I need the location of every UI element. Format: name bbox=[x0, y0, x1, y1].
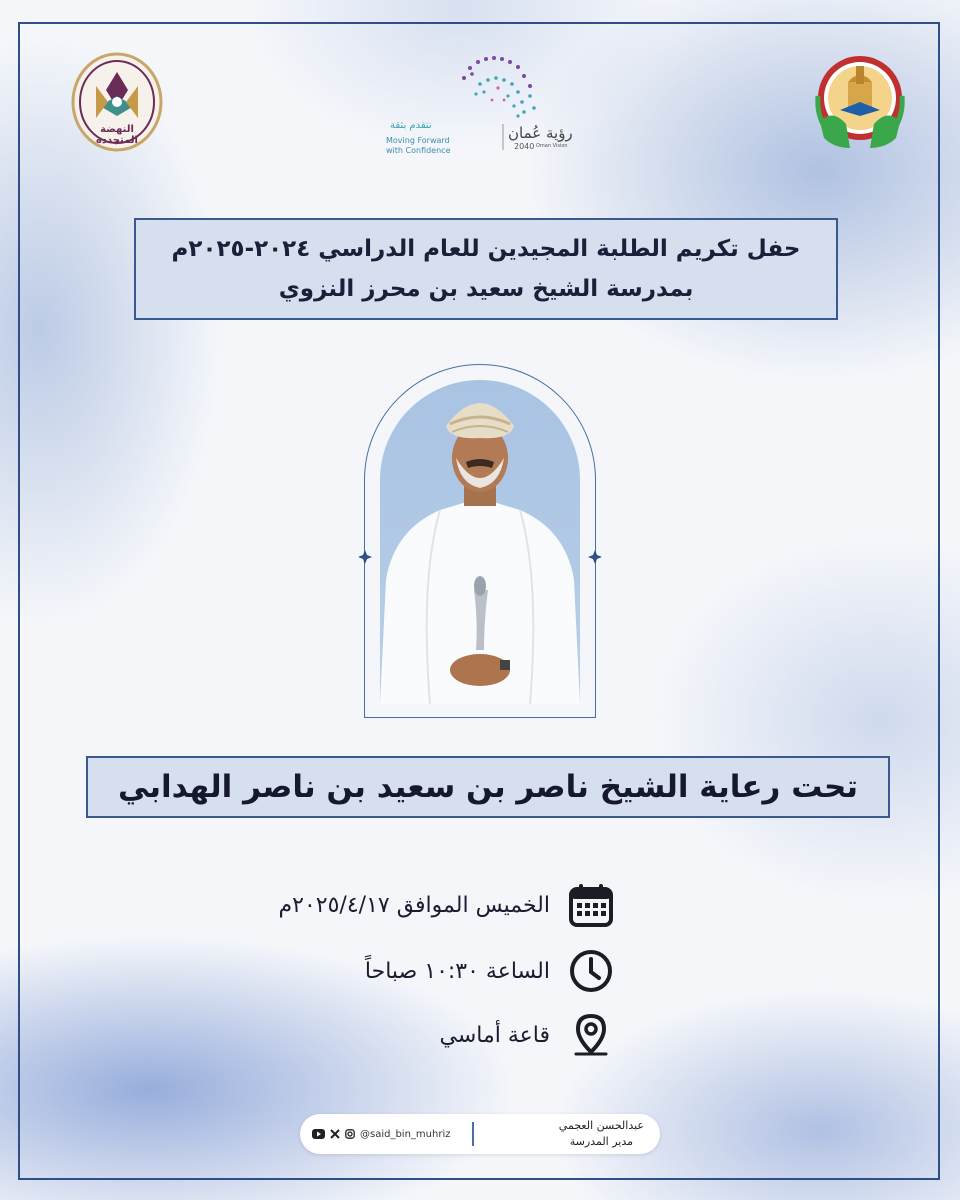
patron-portrait-icon bbox=[380, 380, 580, 704]
patron-text: تحت رعاية الشيخ ناصر بن سعيد بن ناصر الهدابي bbox=[118, 769, 858, 805]
principal-name: عبدالحسن العجمي bbox=[558, 1119, 644, 1132]
location-text: قاعة أماسي bbox=[439, 1022, 550, 1048]
clock-icon bbox=[568, 948, 614, 994]
date-text: الخميس الموافق ٢٠٢٥/٤/١٧م bbox=[278, 892, 550, 918]
principal-signature bbox=[559, 1118, 644, 1150]
oman-vision-logo bbox=[380, 50, 600, 160]
footer-pill bbox=[300, 1114, 660, 1154]
school-logo bbox=[810, 52, 910, 164]
patron-box bbox=[86, 756, 890, 818]
principal-title: مدير المدرسة bbox=[569, 1135, 634, 1148]
x-icon[interactable] bbox=[330, 1129, 340, 1139]
vision-motto-en-1: Moving Forward bbox=[386, 136, 450, 145]
vision-year: 2040 bbox=[514, 142, 535, 151]
vision-motto-ar: نتقدم بثقة bbox=[390, 120, 432, 131]
event-title-line-2: بمدرسة الشيخ سعيد بن محرز النزوي bbox=[278, 276, 694, 302]
school-emblem-icon bbox=[810, 52, 910, 164]
renaissance-logo bbox=[68, 52, 166, 156]
vision-sub: Oman Vision bbox=[536, 143, 568, 149]
social-links bbox=[312, 1114, 450, 1154]
instagram-icon[interactable] bbox=[345, 1129, 355, 1139]
youtube-icon[interactable] bbox=[312, 1129, 325, 1139]
social-handle[interactable]: @said_bin_muhriz bbox=[360, 1128, 451, 1140]
footer-divider bbox=[472, 1122, 474, 1146]
location-row bbox=[439, 1012, 614, 1058]
time-row bbox=[365, 948, 614, 994]
sparkle-right-icon bbox=[588, 550, 602, 564]
portrait bbox=[380, 380, 580, 704]
sparkle-left-icon bbox=[358, 550, 372, 564]
vision-arabic: رؤية عُمان bbox=[508, 124, 573, 142]
event-title-box bbox=[134, 218, 838, 320]
event-title-line-1: حفل تكريم الطلبة المجيدين للعام الدراسي ٢٠٢٤-٢٠٢٥م bbox=[171, 236, 801, 262]
date-row bbox=[279, 882, 614, 928]
calendar-icon bbox=[568, 882, 614, 928]
renaissance-logo-text: النهضة المتجددة bbox=[96, 124, 138, 146]
location-pin-icon bbox=[568, 1012, 614, 1058]
vision-motto-en-2: with Confidence bbox=[386, 146, 451, 155]
time-text: الساعة ١٠:٣٠ صباحاً bbox=[364, 958, 550, 984]
